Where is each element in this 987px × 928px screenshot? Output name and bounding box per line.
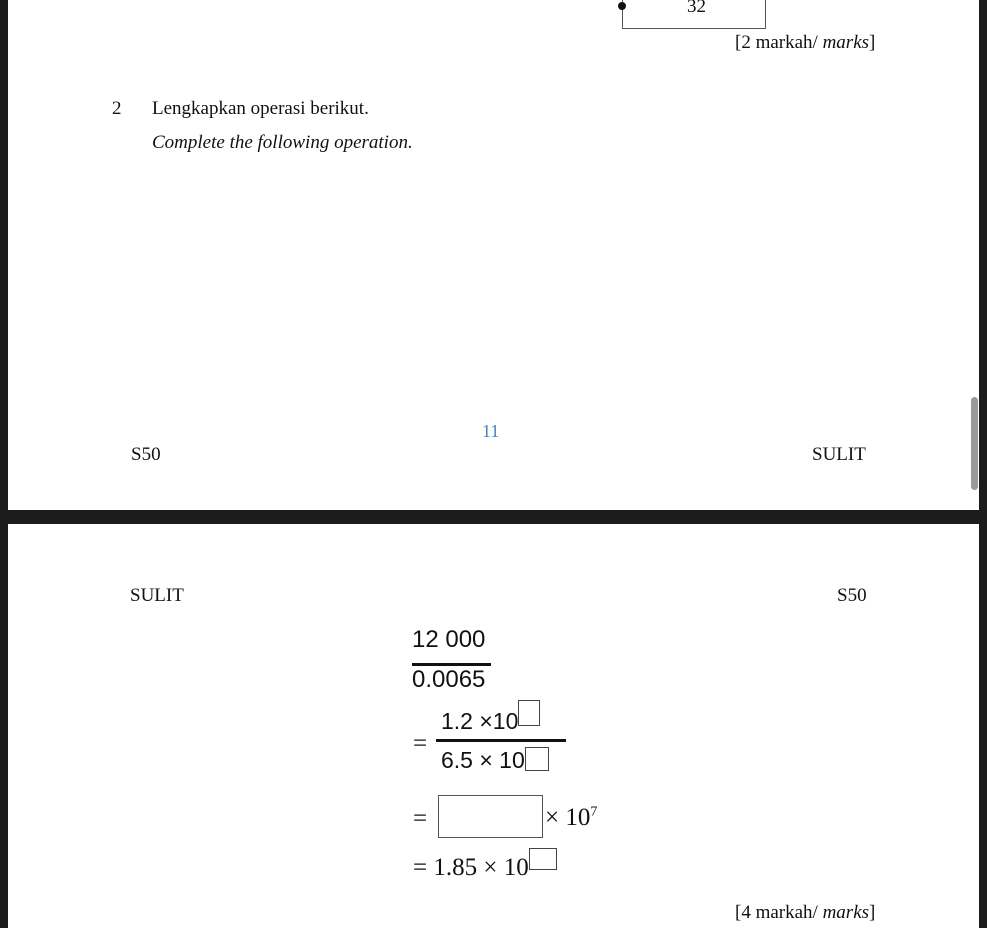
answer-box-value: 32 — [687, 0, 706, 17]
step3-result: = 1.85 × 10 — [413, 854, 557, 882]
answer-box — [622, 0, 766, 29]
exponent-blank-box[interactable] — [529, 848, 557, 870]
footer-code: S50 — [131, 444, 161, 465]
page-number: 11 — [482, 421, 500, 441]
mantissa-blank-box[interactable] — [438, 795, 543, 838]
document-page-12 — [8, 524, 979, 928]
marks-label: [2 markah/ marks] — [735, 32, 876, 53]
fraction-denominator: 0.0065 — [412, 666, 486, 693]
exponent-blank-box[interactable] — [518, 700, 540, 726]
document-page-11 — [8, 0, 979, 510]
question-number: 2 — [112, 98, 122, 119]
step1-denominator: 6.5 × 10 — [441, 747, 549, 774]
fraction-numerator: 12 000 — [412, 626, 486, 653]
footer-sulit: SULIT — [812, 444, 866, 465]
instruction-malay: Lengkapkan operasi berikut. — [152, 98, 369, 119]
equals-sign: = — [413, 805, 428, 832]
marks-label: [4 markah/ marks] — [735, 902, 876, 923]
step1-numerator: 1.2 ×10 — [441, 708, 540, 735]
step2-power: × $10^7$ — [545, 804, 598, 831]
header-sulit: SULIT — [130, 585, 184, 606]
instruction-english: Complete the following operation. — [152, 132, 413, 153]
exponent-blank-box[interactable] — [525, 747, 549, 771]
header-code: S50 — [837, 585, 867, 606]
equals-sign: = — [413, 730, 428, 757]
scrollbar-thumb[interactable] — [971, 397, 978, 490]
fraction-bar — [436, 739, 566, 742]
point-dot-icon — [618, 2, 626, 10]
